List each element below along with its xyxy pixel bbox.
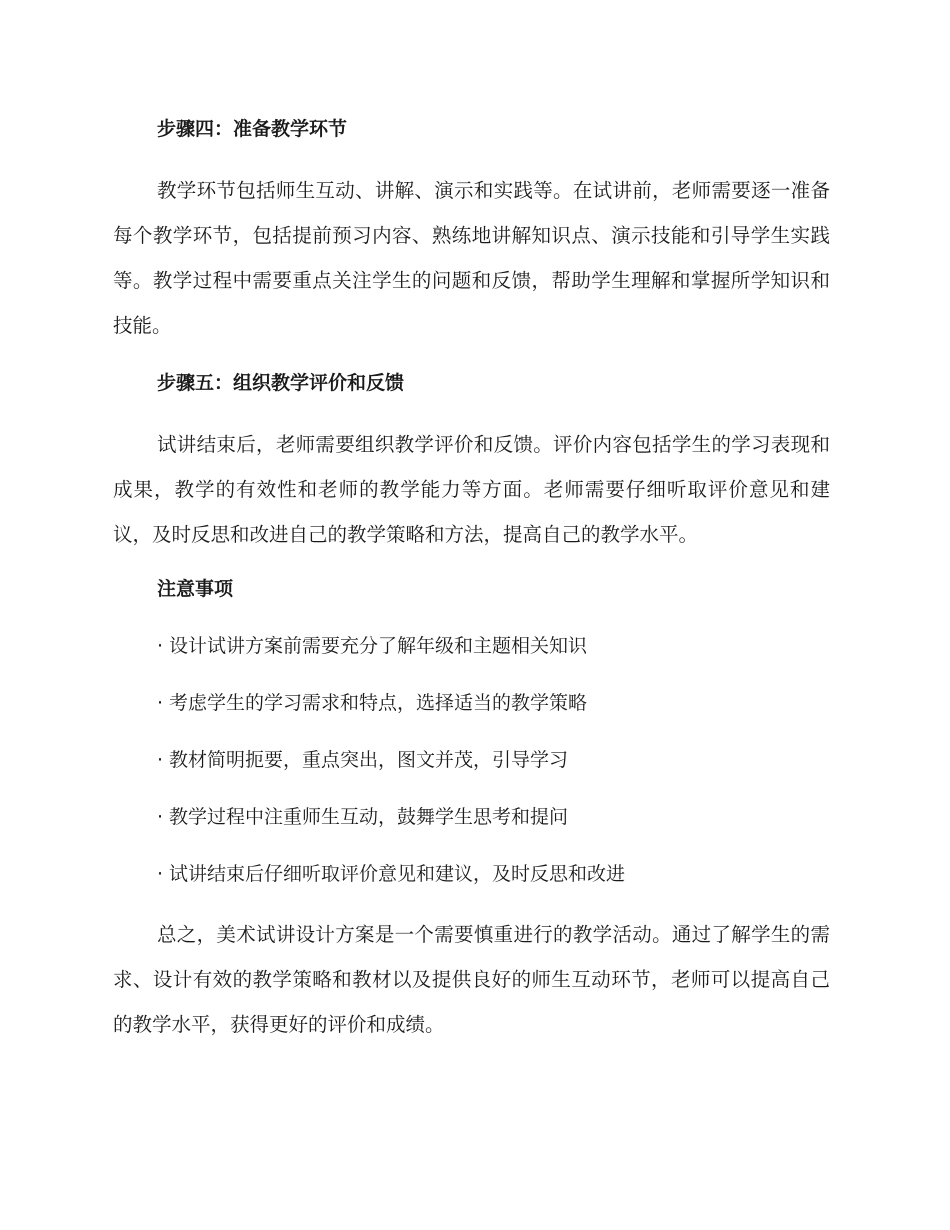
step5-paragraph: 试讲结束后，老师需要组织教学评价和反馈。评价内容包括学生的学习表现和成果，教学的有效性和老师的教学能力等方面。老师需要仔细听取评价意见和建议，及时反思和改进自己的教学策略和方法，提高自己的教学水平。 [113, 433, 830, 546]
list-item-text: 教材简明扼要，重点突出，图文并茂，引导学习 [169, 749, 569, 771]
bullet-icon: · [157, 635, 164, 657]
list-item-text: 教学过程中注重师生互动，鼓舞学生思考和提问 [169, 806, 569, 828]
list-item [157, 802, 830, 832]
list-item-text: 考虑学生的学习需求和特点，选择适当的教学策略 [169, 692, 588, 714]
notes-heading: 注意事项 [157, 578, 234, 600]
bullet-icon: · [157, 749, 164, 771]
list-item-text: 设计试讲方案前需要充分了解年级和主题相关知识 [169, 635, 588, 657]
bullet-icon: · [157, 806, 164, 828]
list-item-text: 试讲结束后仔细听取评价意见和建议，及时反思和改进 [169, 863, 626, 885]
list-item [157, 745, 830, 775]
step5-heading: 步骤五：组织教学评价和反馈 [157, 372, 405, 394]
bullet-icon: · [157, 692, 164, 714]
step4-paragraph: 教学环节包括师生互动、讲解、演示和实践等。在试讲前，老师需要逐一准备每个教学环节，包括提前预习内容、熟练地讲解知识点、演示技能和引导学生实践等。教学过程中需要重点关注学生的问题和反馈，帮助学生理解和掌握所学知识和技能。 [113, 179, 830, 337]
summary-paragraph: 总之，美术试讲设计方案是一个需要慎重进行的教学活动。通过了解学生的需求、设计有效的教学策略和教材以及提供良好的师生互动环节，老师可以提高自己的教学水平，获得更好的评价和成绩。 [113, 923, 830, 1036]
list-item [157, 631, 830, 661]
notes-list [113, 631, 830, 889]
bullet-icon: · [157, 863, 164, 885]
list-item [157, 688, 830, 718]
step4-heading: 步骤四：准备教学环节 [157, 118, 348, 140]
list-item [157, 859, 830, 889]
